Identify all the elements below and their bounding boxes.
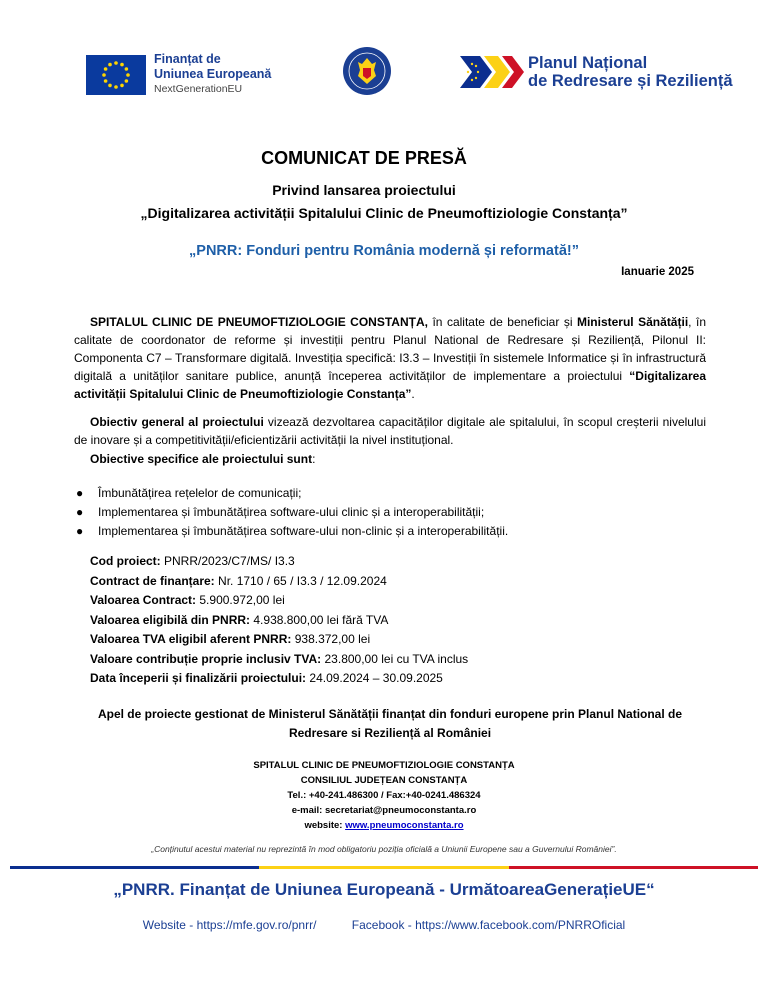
call-line1: Apel de proiecte gestionat de Ministerul Sănătății finanțat din fonduri europene prin Planul National de (97, 707, 683, 721)
list-item (76, 522, 508, 541)
detail-value: 4.938.800,00 lei fără TVA (250, 612, 389, 627)
objective-1: Îmbunătățirea rețelelor de comunicații; (98, 486, 302, 500)
detail-row (90, 650, 468, 670)
eu-flag-icon (86, 55, 146, 95)
bullet-icon: ● (76, 505, 84, 519)
detail-value: 5.900.972,00 lei (196, 593, 285, 607)
project-details (90, 552, 468, 689)
subtitle-line1: Privind lansarea proiectului (272, 182, 456, 198)
intro-paragraph (74, 313, 706, 403)
footer-links (0, 918, 768, 932)
website-label: website: (304, 820, 346, 831)
call-line2: Redresare si Reziliență al României (288, 726, 492, 740)
pnrr-logo (460, 50, 733, 94)
detail-row (90, 572, 468, 592)
footer-website-link[interactable]: Website - https://mfe.gov.ro/pnrr/ (142, 918, 317, 932)
footer-slogan: „PNRR. Finanțat de Uniunea Europeană - UrmătoareaGenerațieUE“ (113, 880, 655, 899)
intro-bold-project: “Digitalizarea activității Spitalului Clinic de Pneumoftiziologie Constanța” (74, 369, 706, 401)
page-title: COMUNICAT DE PRESĂ (261, 148, 467, 168)
detail-value: Nr. 1710 / 65 / I3.3 / 12.09.2024 (214, 573, 387, 588)
detail-label: Valoarea TVA eligibil aferent PNRR: (90, 632, 292, 646)
pnrr-logo-line2: de Redresare și Reziliență (528, 72, 733, 90)
contact-block (0, 758, 768, 833)
detail-value: 24.09.2024 – 30.09.2025 (306, 671, 443, 685)
intro-text-1: în calitate de beneficiar și (427, 315, 577, 329)
specific-objectives-heading (90, 452, 315, 466)
tricolor-divider (10, 866, 758, 869)
footer-facebook-link[interactable]: Facebook - https://www.facebook.com/PNRROficial (351, 918, 626, 932)
contact-org: SPITALUL CLINIC DE PNEUMOFTIZIOLOGIE CONSTANȚA (253, 760, 515, 771)
contact-council: CONSILIUL JUDEȚEAN CONSTANȚA (300, 775, 468, 786)
pnrr-chevron-icon (460, 50, 524, 94)
intro-text-2: , în calitate de coordonator de reforme și investiții pentru Planul National de Redresare și Reziliență, Pilonul II: Componenta C7 – Transformare digitală. Investiția specifică: I3.3 – Investiții în sistemele Informatice și în infrastructură digitală a unităților sanitare publice, anunță începerea activităților de implementare a proiectului (74, 315, 706, 383)
general-objective-label: Obiectiv general al proiectului (90, 415, 264, 429)
list-item (76, 484, 508, 503)
detail-label: Data începerii și finalizării proiectului: (90, 671, 307, 685)
specific-objectives-colon: : (312, 452, 316, 466)
intro-bold-beneficiary: SPITALUL CLINIC DE PNEUMOFTIZIOLOGIE CONSTANȚA, (90, 315, 428, 329)
intro-text-3: . (411, 387, 415, 401)
eu-logo-line1: Finanțat de (154, 52, 221, 66)
intro-bold-ministry: Ministerul Sănătății (576, 315, 689, 329)
detail-label: Valoare contribuție proprie inclusiv TVA: (90, 651, 322, 666)
eu-logo-line2: Uniunea Europeană (154, 67, 272, 81)
detail-label: Valoarea eligibilă din PNRR: (90, 612, 251, 627)
detail-row (90, 552, 468, 572)
eu-logo-line3: NextGenerationEU (154, 83, 243, 95)
contact-email: e-mail: secretariat@pneumoconstanta.ro (291, 805, 477, 816)
specific-objectives-label: Obiective specifice ale proiectului sunt (90, 452, 313, 466)
detail-row (90, 611, 468, 631)
bullet-icon: ● (76, 486, 84, 500)
general-objective-text: vizează dezvoltarea capacităților digitale ale spitalului, în scopul creșterii nivelului de inovare și a competitivității/eficientizării activității la nivel instituțional. (74, 415, 706, 447)
objectives-list (76, 484, 508, 541)
contact-phone: Tel.: +40-241.486300 / Fax:+40-0241.486324 (287, 790, 481, 801)
website-link[interactable]: www.pneumoconstanta.ro (345, 820, 464, 831)
general-objective-paragraph (74, 413, 706, 449)
detail-label: Valoarea Contract: (90, 593, 197, 607)
detail-value: PNRR/2023/C7/MS/ I3.3 (160, 554, 295, 568)
call-statement (74, 705, 706, 743)
publication-date: Ianuarie 2025 (621, 266, 694, 278)
eu-funding-logo (86, 52, 271, 97)
disclaimer: „Conținutul acestui material nu reprezintă în mod obligatoriu poziția oficială a Uniunii Europene sau a Guvernului României”. (151, 844, 617, 854)
detail-row (90, 630, 468, 650)
contact-website (0, 818, 768, 833)
detail-value: 23.800,00 lei cu TVA inclus (321, 651, 469, 666)
objective-3: Implementarea și îmbunătățirea software-ului non-clinic și a interoperabilității. (98, 524, 509, 538)
bullet-icon: ● (76, 524, 84, 538)
subtitle-line2: „Digitalizarea activității Spitalului Clinic de Pneumoftiziologie Constanța” (140, 205, 628, 221)
detail-row (90, 591, 468, 611)
detail-row (90, 669, 468, 689)
objective-2: Implementarea și îmbunătățirea software-ului clinic și a interoperabilității; (98, 505, 485, 519)
pnrr-logo-line1: Planul Național (528, 54, 648, 72)
romanian-government-emblem-icon (342, 46, 392, 96)
detail-label: Contract de finanțare: (90, 573, 215, 588)
pnrr-slogan: „PNRR: Fonduri pentru România modernă și reformată!” (189, 243, 579, 259)
detail-value: 938.372,00 lei (291, 632, 371, 646)
list-item (76, 503, 508, 522)
detail-label: Cod proiect: (90, 554, 161, 568)
